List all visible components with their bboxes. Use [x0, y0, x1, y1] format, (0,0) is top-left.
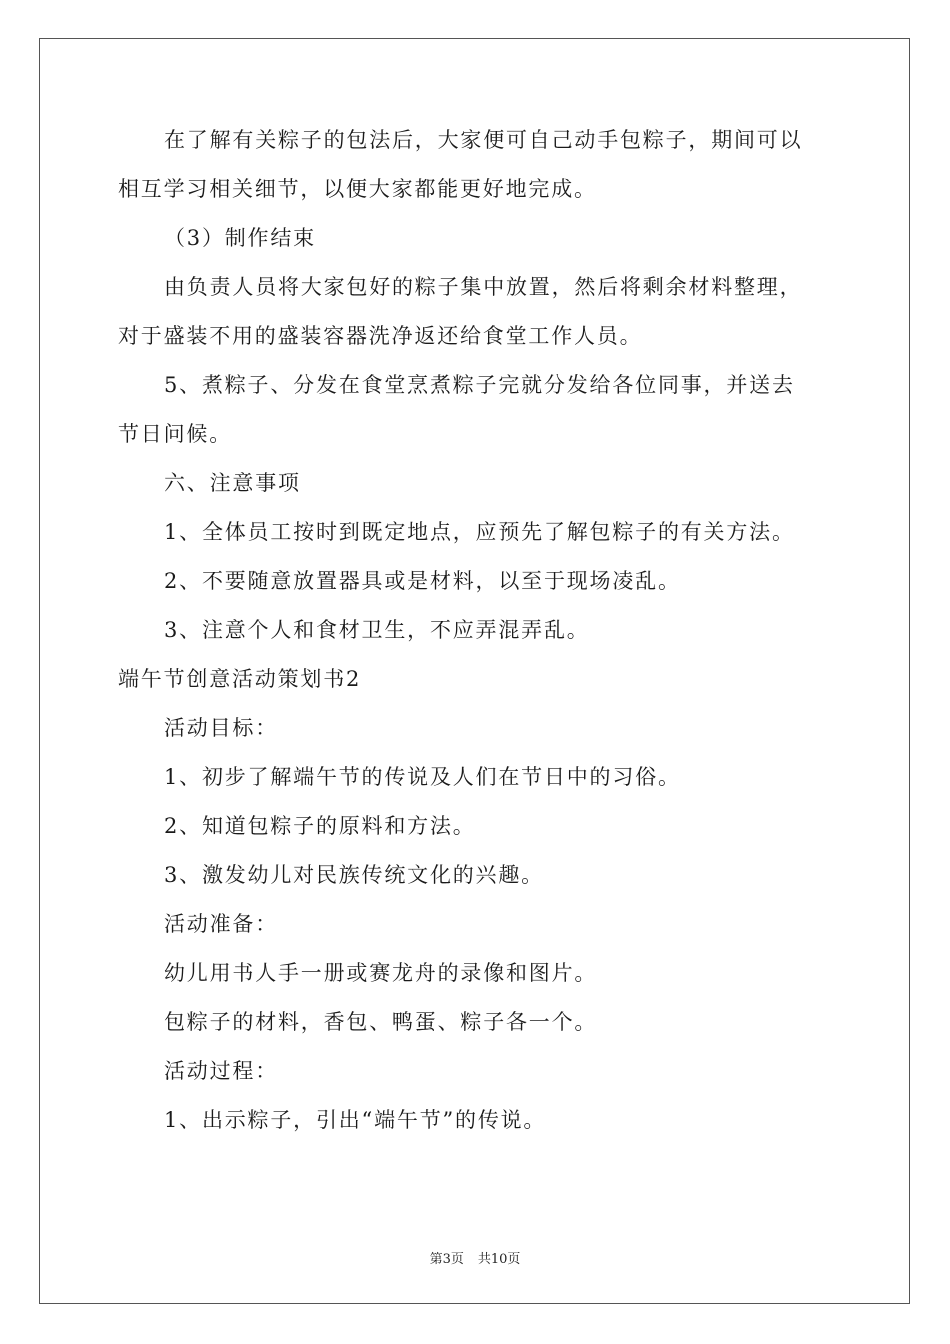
text-line: 5、煮粽子、分发在食堂烹煮粽子完就分发给各位同事，并送去	[164, 373, 795, 397]
text-line: 对于盛装不用的盛装容器洗净返还给食堂工作人员。	[118, 324, 643, 348]
text-line: 幼儿用书人手一册或赛龙舟的录像和图片。	[164, 961, 598, 985]
paragraph	[118, 471, 838, 495]
paragraph	[118, 618, 838, 642]
section-heading: 活动目标：	[164, 716, 278, 740]
text-line: 包粽子的材料，香包、鸭蛋、粽子各一个。	[164, 1010, 598, 1034]
list-item: 2、知道包粽子的原料和方法。	[164, 814, 476, 838]
section-heading: 六、注意事项	[164, 471, 301, 495]
page-footer	[0, 1248, 950, 1267]
paragraph	[118, 373, 838, 446]
text-line: 节日问候。	[118, 422, 232, 446]
document-body	[118, 128, 838, 1157]
paragraph	[118, 226, 838, 250]
section-heading: （3）制作结束	[164, 226, 316, 250]
paragraph	[118, 128, 838, 201]
paragraph	[118, 275, 838, 348]
paragraph	[118, 814, 838, 838]
text-line: 相互学习相关细节，以便大家都能更好地完成。	[118, 177, 597, 201]
text-line: 在了解有关粽子的包法后，大家便可自己动手包粽子，期间可以	[164, 128, 803, 152]
paragraph	[118, 961, 838, 985]
text-line: 由负责人员将大家包好的粽子集中放置，然后将剩余材料整理，	[164, 275, 803, 299]
page-number: 第3页	[429, 1252, 464, 1267]
paragraph	[118, 520, 838, 544]
paragraph	[118, 912, 838, 936]
paragraph	[118, 667, 838, 691]
list-item: 1、出示粽子，引出“端午节”的传说。	[164, 1108, 547, 1132]
paragraph	[118, 765, 838, 789]
paragraph	[118, 1010, 838, 1034]
document-title: 端午节创意活动策划书2	[118, 667, 362, 691]
paragraph	[118, 569, 838, 593]
section-heading: 活动准备：	[164, 912, 278, 936]
paragraph	[118, 716, 838, 740]
paragraph	[118, 1059, 838, 1083]
list-item: 2、不要随意放置器具或是材料，以至于现场凌乱。	[164, 569, 681, 593]
section-heading: 活动过程：	[164, 1059, 278, 1083]
total-pages: 共10页	[477, 1252, 521, 1267]
list-item: 1、全体员工按时到既定地点，应预先了解包粽子的有关方法。	[164, 520, 795, 544]
list-item: 1、初步了解端午节的传说及人们在节日中的习俗。	[164, 765, 681, 789]
paragraph	[118, 863, 838, 887]
list-item: 3、注意个人和食材卫生，不应弄混弄乱。	[164, 618, 590, 642]
list-item: 3、激发幼儿对民族传统文化的兴趣。	[164, 863, 544, 887]
paragraph	[118, 1108, 838, 1132]
